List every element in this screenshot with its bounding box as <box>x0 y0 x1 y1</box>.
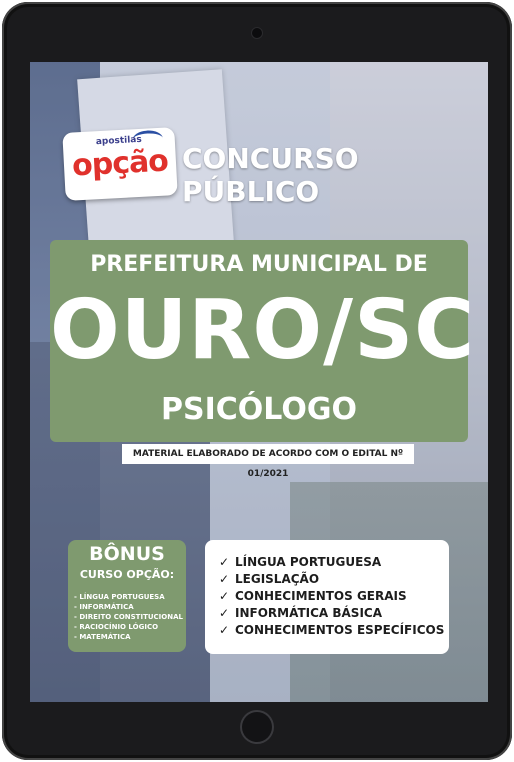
topic-item <box>219 622 444 639</box>
check-icon: ✓ <box>219 623 230 637</box>
bonus-item: - MATEMÁTICA <box>74 633 131 641</box>
logo-small-text: apostilas <box>95 134 143 148</box>
camera-icon <box>252 28 262 38</box>
topic-label: CONHECIMENTOS GERAIS <box>235 589 407 603</box>
bonus-list <box>74 592 183 642</box>
book-cover <box>30 62 488 702</box>
edital-note: MATERIAL ELABORADO DE ACORDO COM O EDITAL Nº 01/2021 <box>122 444 414 464</box>
tablet-frame <box>2 2 512 760</box>
topic-item <box>219 571 444 588</box>
bonus-panel <box>68 540 186 652</box>
topic-label: LEGISLAÇÃO <box>235 572 320 586</box>
title-panel <box>50 240 476 442</box>
topic-label: INFORMÁTICA BÁSICA <box>235 606 382 620</box>
check-icon: ✓ <box>219 572 230 586</box>
city-title: OURO/SC <box>50 283 476 378</box>
prefeitura-label: PREFEITURA MUNICIPAL DE <box>90 252 428 277</box>
topic-item <box>219 605 444 622</box>
home-button[interactable] <box>242 712 272 742</box>
topic-item <box>219 588 444 605</box>
check-icon: ✓ <box>219 606 230 620</box>
topic-label: LÍNGUA PORTUGUESA <box>235 555 382 569</box>
bonus-item: - INFORMÁTICA <box>74 603 134 611</box>
check-icon: ✓ <box>219 555 230 569</box>
logo-main-text: opção <box>71 143 169 184</box>
topic-item <box>219 554 444 571</box>
bonus-item: - LÍNGUA PORTUGUESA <box>74 593 165 601</box>
role-title: PSICÓLOGO <box>161 392 357 427</box>
check-icon: ✓ <box>219 589 230 603</box>
bonus-subtitle: CURSO OPÇÃO: <box>79 568 175 581</box>
topics-panel <box>205 540 449 654</box>
bonus-title: BÔNUS <box>89 543 165 565</box>
concurso-title: CONCURSO PÚBLICO <box>182 142 359 208</box>
topics-list <box>219 554 444 639</box>
bonus-item: - DIREITO CONSTITUCIONAL <box>74 613 183 621</box>
topic-label: CONHECIMENTOS ESPECÍFICOS <box>235 623 445 637</box>
brand-logo <box>62 127 177 201</box>
bonus-item: - RACIOCÍNIO LÓGICO <box>74 623 159 631</box>
